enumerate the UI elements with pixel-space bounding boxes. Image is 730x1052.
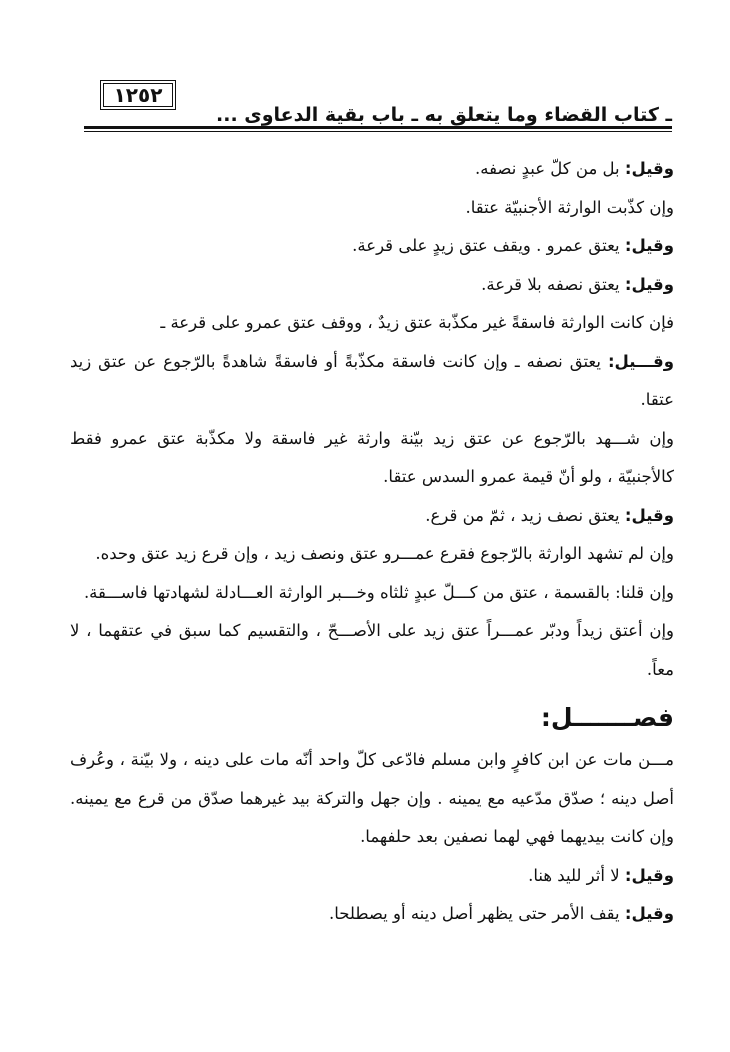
paragraph-text: وإن شـــهد بالرّجوع عن عتق زيد بيّنة وارثة غير فاسقة ولا مكذّبة عتق عمرو فقط كالأجنبيّة ، ولو أنّ قيمة عمرو السدس عتقا.: [70, 428, 674, 486]
paragraph-label: وقيل:: [624, 904, 674, 923]
paragraph-text: يعتق نصف زيد ، ثمّ من قرع.: [425, 505, 625, 525]
running-header-title: ـ كتاب القضاء وما يتعلق به ـ باب بقية الدعاوى ...: [216, 104, 672, 126]
paragraph-label: وقـــيل:: [607, 351, 674, 371]
paragraph: [70, 895, 674, 934]
paragraph: [70, 857, 674, 896]
paragraph-text: وإن قلنا: بالقسمة ، عتق من كـــلّ عبدٍ ثلثاه وخـــبر الوارثة العـــادلة لشهادتها فاســـقة.: [83, 582, 674, 602]
paragraph-label: وقيل:: [624, 236, 674, 255]
paragraph: [70, 574, 674, 613]
paragraph-label: وقيل:: [624, 865, 674, 885]
paragraph: [70, 741, 674, 857]
paragraph: [70, 150, 674, 189]
paragraph-text: بل من كلّ عبدٍ نصفه.: [474, 159, 625, 178]
paragraph: [70, 266, 674, 305]
paragraph: [70, 189, 674, 228]
paragraph-text: وإن أعتق زيداً ودبّر عمـــراً عتق زيد على الأصـــحّ ، والتقسيم كما سبق في عتقهما ، لا معاً.: [70, 621, 674, 679]
paragraph: [70, 227, 674, 266]
paragraph-text: مـــن مات عن ابن كافرٍ وابن مسلم فادّعى كلّ واحد أنّه مات على دينه ، ولا بيّنة ، وعُرف أصل دينه ؛ صدّق مدّعيه مع يمينه . وإن جهل والتركة بيد غيرهما صدّق من قرع مع يمينه. وإن كانت بيديهما فهي لهما نصفين بعد حلفهما.: [70, 750, 674, 846]
section-heading: فصـــــــل:: [540, 703, 674, 732]
paragraph: [70, 343, 674, 420]
paragraph-text: يعتق نصفه ـ وإن كانت فاسقة مكذّبةً أو فاسقةً شاهدةً بالرّجوع عن عتق زيد عتقا.: [70, 351, 674, 409]
paragraph-text: يقف الأمر حتى يظهر أصل دينه أو يصطلحا.: [328, 904, 625, 923]
paragraph-label: وقيل:: [624, 274, 674, 294]
paragraph: [70, 497, 674, 536]
paragraph-text: وإن كذّبت الوارثة الأجنبيّة عتقا.: [465, 197, 674, 217]
paragraph-text: لا أثر لليد هنا.: [528, 865, 625, 885]
paragraph: [70, 535, 674, 574]
paragraph-text: وإن لم تشهد الوارثة بالرّجوع فقرع عمـــرو عتق ونصف زيد ، وإن قرع زيد عتق وحده.: [95, 544, 674, 563]
paragraph-label: وقيل:: [624, 505, 674, 525]
header-rule-thick: [84, 126, 672, 129]
body-text: [70, 150, 674, 934]
paragraph: [70, 304, 674, 343]
paragraph-text: يعتق نصفه بلا قرعة.: [481, 274, 625, 294]
page-number: ١٢٥٢: [100, 80, 176, 110]
paragraph-text: فإن كانت الوارثة فاسقةً غير مكذّبة عتق زيدٌ ، ووقف عتق عمرو على قرعة ـ: [160, 313, 674, 332]
paragraph-text: يعتق عمرو . ويقف عتق زيدٍ على قرعة.: [352, 236, 625, 255]
header-rule-thin: [84, 131, 672, 132]
paragraph: [70, 612, 674, 689]
paragraph-label: وقيل:: [624, 159, 674, 178]
paragraph: [70, 420, 674, 497]
